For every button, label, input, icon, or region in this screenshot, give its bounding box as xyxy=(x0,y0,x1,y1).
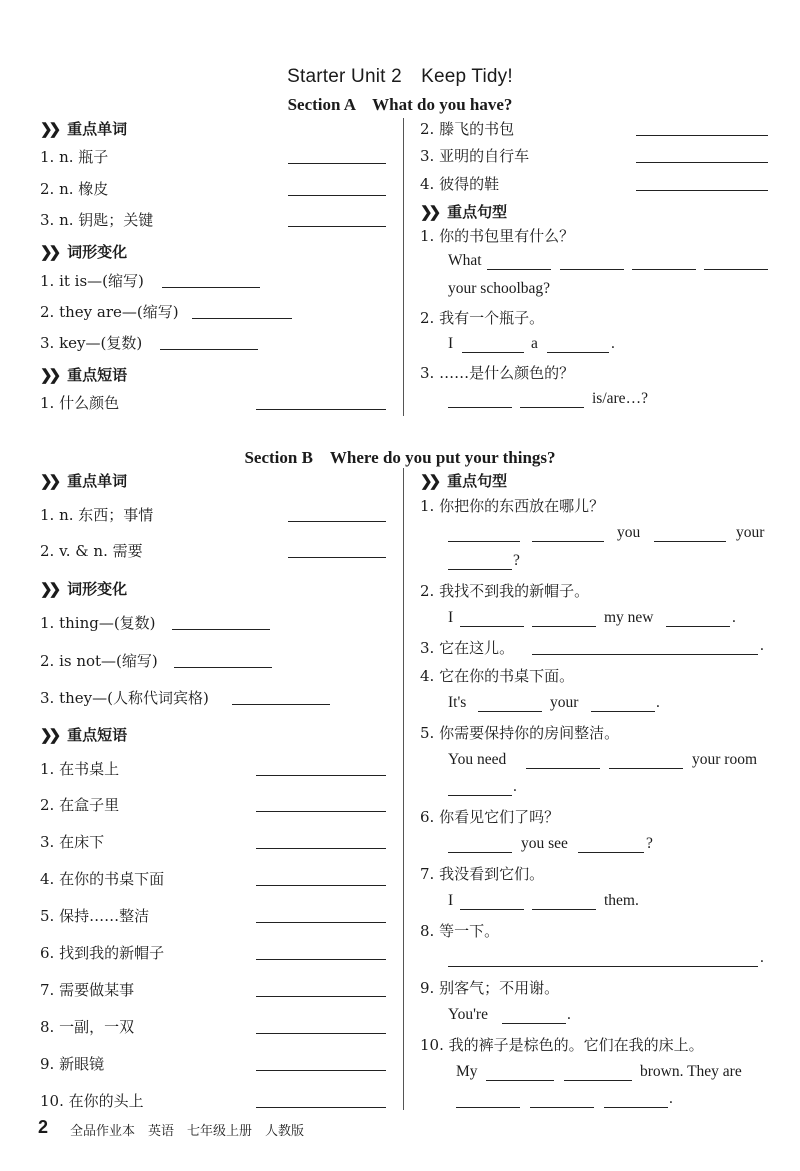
answer-blank[interactable] xyxy=(636,162,768,163)
answer-blank[interactable] xyxy=(526,768,600,769)
period: . xyxy=(656,694,660,711)
sentence-prompt: 4. 它在你的书桌下面。 xyxy=(420,667,575,685)
chevron-double-right-icon: ❯❯ xyxy=(40,367,58,384)
form-item: 2. they are—(缩写) xyxy=(40,303,179,321)
answer-blank[interactable] xyxy=(256,409,386,410)
sentence-en: ? xyxy=(513,552,520,569)
sentence-prompt: 2. 我找不到我的新帽子。 xyxy=(420,582,590,600)
answer-blank[interactable] xyxy=(636,135,768,136)
sentence-en: my new xyxy=(604,609,654,626)
phrase-item: 3. 在床下 xyxy=(40,833,105,851)
answer-blank[interactable] xyxy=(460,626,524,627)
sentence-prompt: 1. 你的书包里有什么？ xyxy=(420,227,575,245)
phrase-item: 1. 什么颜色 xyxy=(40,394,120,412)
answer-blank[interactable] xyxy=(532,654,758,655)
answer-blank[interactable] xyxy=(591,711,655,712)
sentence-prompt: 6. 你看见它们了吗？ xyxy=(420,808,560,826)
sentence-en: you xyxy=(617,524,641,541)
forms-header: ❯❯ 词形变化 xyxy=(40,581,128,598)
answer-blank[interactable] xyxy=(172,629,270,630)
period: . xyxy=(732,609,736,626)
period: . xyxy=(611,335,615,352)
phrases-header: ❯❯ 重点短语 xyxy=(40,727,128,744)
answer-blank[interactable] xyxy=(174,667,272,668)
sentence-en: ? xyxy=(646,835,653,852)
answer-blank[interactable] xyxy=(532,626,596,627)
answer-blank[interactable] xyxy=(666,626,730,627)
sentence-en: I xyxy=(448,609,454,626)
answer-blank[interactable] xyxy=(564,1080,632,1081)
answer-blank[interactable] xyxy=(532,909,596,910)
sentence-prompt: 7. 我没看到它们。 xyxy=(420,865,545,883)
answer-blank[interactable] xyxy=(486,1080,554,1081)
sentence-prompt: 1. 你把你的东西放在哪儿？ xyxy=(420,497,605,515)
answer-blank[interactable] xyxy=(654,541,726,542)
sentence-en: It's xyxy=(448,694,467,711)
page-title: Starter Unit 2 Keep Tidy! xyxy=(287,66,513,87)
answer-blank[interactable] xyxy=(448,795,512,796)
chevron-double-right-icon: ❯❯ xyxy=(40,581,58,598)
sentences-header: ❯❯ 重点句型 xyxy=(420,473,508,490)
answer-blank[interactable] xyxy=(256,775,386,776)
phrase-item: 7. 需要做某事 xyxy=(40,981,135,999)
chevron-double-right-icon: ❯❯ xyxy=(40,121,58,138)
vocab-item: 2. v. & n. 需要 xyxy=(40,542,143,560)
period: . xyxy=(513,778,517,795)
sentence-en: your xyxy=(550,694,579,711)
chevron-double-right-icon: ❯❯ xyxy=(420,473,438,490)
sentence-en: My xyxy=(456,1063,478,1080)
sentence-en: brown. They are xyxy=(640,1063,742,1080)
answer-blank[interactable] xyxy=(160,349,258,350)
sentence-prompt: 2. 我有一个瓶子。 xyxy=(420,309,545,327)
vocab-item: 3. n. 钥匙；关键 xyxy=(40,211,154,229)
answer-blank[interactable] xyxy=(502,1023,566,1024)
answer-blank[interactable] xyxy=(704,269,768,270)
form-item: 1. thing—(复数) xyxy=(40,614,156,632)
answer-blank[interactable] xyxy=(578,852,644,853)
answer-blank[interactable] xyxy=(448,852,512,853)
footer-text: 全品作业本 英语 七年级上册 人教版 xyxy=(70,1123,305,1138)
answer-blank[interactable] xyxy=(636,190,768,191)
answer-blank[interactable] xyxy=(162,287,260,288)
answer-blank[interactable] xyxy=(448,966,758,967)
sentence-en: your room xyxy=(692,751,758,768)
form-item: 3. they—(人称代词宾格) xyxy=(40,689,209,707)
period: . xyxy=(760,949,764,966)
answer-blank[interactable] xyxy=(448,407,512,408)
answer-blank[interactable] xyxy=(256,848,386,849)
answer-blank[interactable] xyxy=(530,1107,594,1108)
sentences-header: ❯❯ 重点句型 xyxy=(420,204,508,221)
answer-blank[interactable] xyxy=(256,1033,386,1034)
sentence-en: I xyxy=(448,892,454,909)
sentence-prompt: 10. 我的裤子是棕色的。它们在我的床上。 xyxy=(420,1036,704,1054)
phrase-item: 1. 在书桌上 xyxy=(40,760,120,778)
vocab-header: ❯❯ 重点单词 xyxy=(40,121,128,138)
sentence-en: You're xyxy=(448,1006,488,1023)
answer-blank[interactable] xyxy=(256,811,386,812)
form-item: 3. key—(复数) xyxy=(40,334,143,352)
answer-blank[interactable] xyxy=(478,711,542,712)
answer-blank[interactable] xyxy=(232,704,330,705)
answer-blank[interactable] xyxy=(462,352,524,353)
answer-blank[interactable] xyxy=(256,1070,386,1071)
answer-blank[interactable] xyxy=(448,569,512,570)
answer-blank[interactable] xyxy=(256,885,386,886)
answer-blank[interactable] xyxy=(547,352,609,353)
answer-blank[interactable] xyxy=(487,269,551,270)
form-item: 1. it is—(缩写) xyxy=(40,272,144,290)
answer-blank[interactable] xyxy=(288,557,386,558)
answer-blank[interactable] xyxy=(560,269,624,270)
vocab-item: 1. n. 瓶子 xyxy=(40,148,109,166)
period: . xyxy=(567,1006,571,1023)
period: . xyxy=(669,1090,673,1107)
answer-blank[interactable] xyxy=(192,318,292,319)
sentence-en: your xyxy=(736,524,765,541)
phrase-item: 2. 在盒子里 xyxy=(40,796,120,814)
sentence-prompt: 3. ……是什么颜色的？ xyxy=(420,364,575,382)
phrase-item: 10. 在你的头上 xyxy=(40,1092,144,1110)
answer-blank[interactable] xyxy=(288,163,386,164)
chevron-double-right-icon: ❯❯ xyxy=(40,727,58,744)
sentence-en: is/are…? xyxy=(592,390,648,407)
column-divider xyxy=(403,118,404,416)
sentence-en: You need xyxy=(448,751,507,768)
chevron-double-right-icon: ❯❯ xyxy=(40,473,58,490)
phrases-header: ❯❯ 重点短语 xyxy=(40,367,128,384)
section-b-heading: Section B Where do you put your things? xyxy=(244,448,556,467)
sentence-prompt: 5. 你需要保持你的房间整洁。 xyxy=(420,724,620,742)
vocab-item: 3. 亚明的自行车 xyxy=(420,147,530,165)
sentence-en: a xyxy=(531,335,538,352)
form-item: 2. is not—(缩写) xyxy=(40,652,158,670)
phrase-item: 5. 保持……整洁 xyxy=(40,907,150,925)
phrase-item: 4. 在你的书桌下面 xyxy=(40,870,165,888)
answer-blank[interactable] xyxy=(288,195,386,196)
answer-blank[interactable] xyxy=(256,922,386,923)
vocab-item: 2. 滕飞的书包 xyxy=(420,120,515,138)
answer-blank[interactable] xyxy=(520,407,584,408)
answer-blank[interactable] xyxy=(456,1107,520,1108)
phrase-item: 9. 新眼镜 xyxy=(40,1055,105,1073)
period: . xyxy=(760,637,764,654)
sentence-prompt: 9. 别客气；不用谢。 xyxy=(420,979,560,997)
sentence-en: What xyxy=(448,252,482,269)
answer-blank[interactable] xyxy=(632,269,696,270)
sentence-en: you see xyxy=(521,835,568,852)
answer-blank[interactable] xyxy=(448,541,520,542)
vocab-item: 2. n. 橡皮 xyxy=(40,180,109,198)
phrase-item: 8. 一副，一双 xyxy=(40,1018,135,1036)
answer-blank[interactable] xyxy=(288,521,386,522)
sentence-en: I xyxy=(448,335,454,352)
chevron-double-right-icon: ❯❯ xyxy=(420,204,438,221)
sentence-prompt: 3. 它在这儿。 xyxy=(420,639,515,657)
answer-blank[interactable] xyxy=(256,1107,386,1108)
chevron-double-right-icon: ❯❯ xyxy=(40,244,58,261)
sentence-en: them. xyxy=(604,892,639,909)
answer-blank[interactable] xyxy=(609,768,683,769)
answer-blank[interactable] xyxy=(532,541,604,542)
vocab-header: ❯❯ 重点单词 xyxy=(40,473,128,490)
sentence-en: your schoolbag? xyxy=(448,280,551,297)
column-divider xyxy=(403,468,404,1110)
section-a-heading: Section A What do you have? xyxy=(287,95,513,114)
answer-blank[interactable] xyxy=(256,996,386,997)
phrase-item: 6. 找到我的新帽子 xyxy=(40,944,165,962)
vocab-item: 1. n. 东西；事情 xyxy=(40,506,154,524)
answer-blank[interactable] xyxy=(256,959,386,960)
vocab-item: 4. 彼得的鞋 xyxy=(420,175,500,193)
answer-blank[interactable] xyxy=(288,226,386,227)
sentence-prompt: 8. 等一下。 xyxy=(420,922,500,940)
answer-blank[interactable] xyxy=(604,1107,668,1108)
forms-header: ❯❯ 词形变化 xyxy=(40,244,128,261)
page-number: 2 xyxy=(38,1117,49,1137)
answer-blank[interactable] xyxy=(460,909,524,910)
